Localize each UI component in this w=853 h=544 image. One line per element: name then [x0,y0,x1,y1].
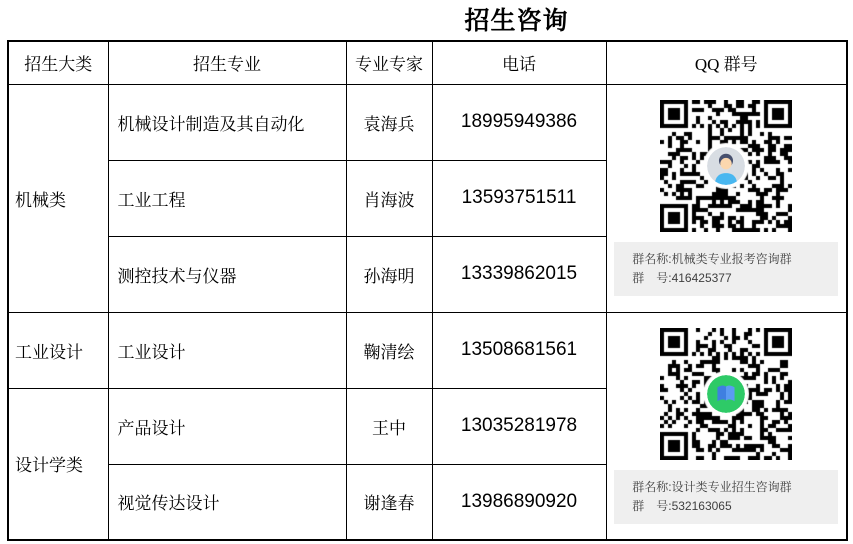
expert-cell: 王中 [346,388,432,464]
expert-cell: 肖海波 [346,160,432,236]
page-title: 招生咨询 [464,8,569,35]
major-cell: 视觉传达设计 [108,464,346,540]
qq-group-name: 群名称:机械类专业报考咨询群 [632,252,792,266]
category-cell-design-studies: 设计学类 [8,388,108,540]
phone-cell: 13986890920 [432,464,606,540]
category-cell-industrial-design: 工业设计 [8,312,108,388]
qq-group-number: 群 号:532163065 [632,498,732,513]
table-header-row [8,41,847,84]
col-header-expert: 专业专家 [346,41,432,84]
phone-cell: 13339862015 [432,236,606,312]
qq-group-caption [614,470,838,524]
person-avatar-icon [707,147,745,185]
col-header-category: 招生大类 [8,41,108,84]
qq-group-block [607,328,847,524]
col-header-phone: 电话 [432,41,606,84]
major-cell: 工业工程 [108,160,346,236]
admissions-table [7,40,848,541]
major-cell: 机械设计制造及其自动化 [108,84,346,160]
table-row [8,312,847,388]
qq-group-caption [614,242,838,296]
expert-cell: 谢逢春 [346,464,432,540]
qq-group-number: 群 号:416425377 [632,271,732,285]
qq-cell-design [606,312,847,540]
qq-group-block [607,100,847,296]
category-cell-mechanical: 机械类 [8,84,108,312]
major-cell: 测控技术与仪器 [108,236,346,312]
table-row [8,84,847,160]
qr-code-mechanical [660,100,792,232]
expert-cell: 孙海明 [346,236,432,312]
qr-code-design [660,328,792,460]
expert-cell: 袁海兵 [346,84,432,160]
qq-cell-mechanical [606,84,847,312]
phone-cell: 18995949386 [432,84,606,160]
col-header-major: 招生专业 [108,41,346,84]
major-cell: 产品设计 [108,388,346,464]
phone-cell: 13593751511 [432,160,606,236]
col-header-qq: QQ 群号 [606,41,847,84]
qq-group-name: 群名称:设计类专业招生咨询群 [632,479,792,494]
major-cell: 工业设计 [108,312,346,388]
phone-cell: 13508681561 [432,312,606,388]
expert-cell: 鞠清绘 [346,312,432,388]
open-book-icon [707,375,745,413]
phone-cell: 13035281978 [432,388,606,464]
